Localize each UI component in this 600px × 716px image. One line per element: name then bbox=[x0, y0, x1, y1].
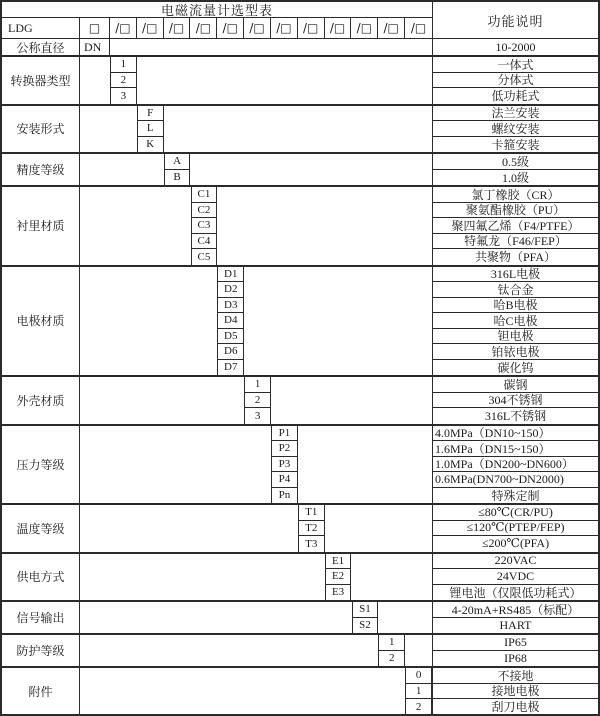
group-label-power-supply: 供电方式 bbox=[2, 554, 80, 601]
model-code-box: /□ bbox=[190, 18, 217, 38]
code-cell: B bbox=[173, 171, 181, 184]
code-cell: T2 bbox=[299, 521, 324, 537]
desc-cell: 1.0MPa（DN200~DN600） bbox=[433, 457, 598, 473]
desc-cell: 特氟龙（F46/FEP） bbox=[433, 234, 598, 250]
code-cell: 2 bbox=[111, 73, 136, 89]
desc-cell: 铂铱电极 bbox=[433, 344, 598, 360]
desc-cell: 316L不锈钢 bbox=[484, 409, 547, 424]
desc-cell: 0.6MPa(DN700~DN2000) bbox=[433, 472, 598, 488]
group-label-electrode-material: 电极材质 bbox=[2, 267, 80, 376]
code-cell: C4 bbox=[192, 234, 217, 250]
code-cell: Pn bbox=[278, 489, 291, 502]
group-label-accuracy-class: 精度等级 bbox=[2, 154, 80, 185]
code-cell: S2 bbox=[359, 619, 371, 632]
desc-cell: 316L电极 bbox=[433, 267, 598, 283]
code-cell: K bbox=[146, 138, 155, 151]
code-cell: E1 bbox=[326, 554, 351, 570]
desc-cell: 10-2000 bbox=[495, 39, 536, 54]
function-column-header: 功能说明 bbox=[433, 2, 598, 39]
model-code-box: /□ bbox=[137, 18, 164, 38]
group-protection-rating bbox=[2, 633, 598, 666]
model-code-box: /□ bbox=[164, 18, 191, 38]
diameter-row bbox=[2, 39, 432, 55]
code-cell: 1 bbox=[111, 57, 136, 73]
code-cell: D5 bbox=[218, 329, 243, 345]
desc-cell: 1.0级 bbox=[501, 170, 529, 185]
code-cell: 1 bbox=[379, 635, 404, 651]
group-label-install-form: 安装形式 bbox=[2, 106, 80, 153]
model-code-box: □ bbox=[80, 18, 110, 38]
desc-cell: 哈C电极 bbox=[433, 313, 598, 329]
code-cell: P2 bbox=[272, 441, 297, 457]
model-code-box: /□ bbox=[325, 18, 352, 38]
group-housing-material bbox=[2, 375, 598, 424]
code-cell: S1 bbox=[353, 602, 378, 618]
desc-cell: 碳钢 bbox=[433, 377, 598, 393]
code-cell: E2 bbox=[326, 569, 351, 585]
group-power-supply bbox=[2, 552, 598, 601]
code-cell: E3 bbox=[331, 586, 345, 599]
group-install-form bbox=[2, 104, 598, 153]
code-cell: D4 bbox=[218, 313, 243, 329]
group-lining-material bbox=[2, 185, 598, 265]
desc-cell: 刮刀电极 bbox=[491, 700, 540, 715]
desc-cell: IP68 bbox=[504, 650, 527, 665]
desc-cell: 聚氨酯橡胶（PU） bbox=[433, 203, 598, 219]
desc-cell: 分体式 bbox=[433, 73, 598, 89]
table-title: 电磁流量计选型表 bbox=[2, 2, 432, 18]
code-cell: C5 bbox=[197, 250, 211, 263]
model-code-box: /□ bbox=[271, 18, 298, 38]
desc-cell: 卡箍安装 bbox=[491, 137, 540, 152]
code-cell: F bbox=[138, 106, 163, 122]
group-converter-type bbox=[2, 55, 598, 104]
code-cell: D7 bbox=[224, 361, 238, 374]
desc-cell: 特殊定制 bbox=[491, 488, 540, 503]
desc-cell: 4-20mA+RS485（标配） bbox=[433, 602, 598, 618]
desc-cell: 锂电池（仅限低功耗式） bbox=[449, 585, 582, 600]
model-code-box: /□ bbox=[351, 18, 378, 38]
code-cell: 1 bbox=[406, 684, 431, 700]
code-cell: P1 bbox=[272, 426, 297, 442]
desc-cell: 碳化钨 bbox=[497, 360, 534, 375]
group-label-housing-material: 外壳材质 bbox=[2, 377, 80, 424]
code-cell: D2 bbox=[218, 282, 243, 298]
desc-cell: 不接地 bbox=[433, 668, 598, 684]
code-cell: D3 bbox=[218, 298, 243, 314]
code-cell: P3 bbox=[272, 457, 297, 473]
desc-cell: ≤80℃(CR/PU) bbox=[433, 505, 598, 521]
desc-cell: 共聚物（PFA） bbox=[474, 250, 557, 265]
desc-cell: 螺纹安装 bbox=[433, 121, 598, 137]
code-cell: 0 bbox=[406, 668, 431, 684]
code-cell: C1 bbox=[192, 187, 217, 203]
code-cell: 3 bbox=[120, 89, 127, 102]
code-cell: 2 bbox=[388, 652, 395, 665]
desc-cell: 接地电极 bbox=[433, 684, 598, 700]
code-cell: C3 bbox=[192, 218, 217, 234]
desc-cell: 钽电极 bbox=[433, 329, 598, 345]
desc-cell: 低功耗式 bbox=[491, 89, 540, 104]
code-cell: 1 bbox=[245, 377, 270, 393]
group-temperature-rating bbox=[2, 503, 598, 552]
group-label-protection-rating: 防护等级 bbox=[2, 635, 80, 666]
desc-cell: ≤200℃(PFA) bbox=[481, 536, 550, 551]
code-cell: D1 bbox=[218, 267, 243, 283]
code-cell: 2 bbox=[415, 700, 422, 713]
code-cell: D6 bbox=[218, 344, 243, 360]
desc-cell: 法兰安装 bbox=[433, 106, 598, 122]
group-accessories bbox=[2, 666, 598, 715]
code-cell: P4 bbox=[272, 472, 297, 488]
desc-cell: 聚四氟乙烯（F4/PTFE） bbox=[433, 218, 598, 234]
group-label-signal-output: 信号输出 bbox=[2, 602, 80, 633]
code-cell: 3 bbox=[254, 409, 261, 422]
desc-cell: 哈B电极 bbox=[433, 298, 598, 314]
group-label-accessories: 附件 bbox=[2, 668, 80, 715]
model-code-box: /□ bbox=[410, 21, 427, 35]
desc-cell: 220VAC bbox=[433, 554, 598, 570]
desc-cell: HART bbox=[499, 617, 532, 632]
code-cell: T3 bbox=[305, 537, 318, 550]
model-code-box: /□ bbox=[378, 18, 405, 38]
group-signal-output bbox=[2, 600, 598, 633]
desc-cell: 304不锈钢 bbox=[433, 393, 598, 409]
code-cell: 2 bbox=[245, 393, 270, 409]
desc-cell: 1.6MPa（DN15~150） bbox=[433, 441, 598, 457]
table-header bbox=[2, 2, 598, 55]
group-label-nominal-diameter: 公称直径 bbox=[2, 39, 80, 55]
model-code-box: /□ bbox=[110, 18, 137, 38]
code-cell: A bbox=[165, 154, 190, 170]
desc-cell: 钛合金 bbox=[433, 282, 598, 298]
code-cell: DN bbox=[80, 39, 110, 55]
model-code-box: /□ bbox=[217, 18, 244, 38]
code-cell: C2 bbox=[192, 203, 217, 219]
desc-cell: 0.5级 bbox=[433, 154, 598, 170]
desc-cell: ≤120℃(PTEP/FEP) bbox=[433, 521, 598, 537]
model-code-row bbox=[2, 18, 432, 39]
group-label-temperature-rating: 温度等级 bbox=[2, 505, 80, 552]
desc-cell: IP65 bbox=[433, 635, 598, 651]
desc-cell: 一体式 bbox=[433, 57, 598, 73]
model-code-box: /□ bbox=[244, 18, 271, 38]
desc-cell: 4.0MPa（DN10~150） bbox=[433, 426, 598, 442]
group-label-pressure-rating: 压力等级 bbox=[2, 426, 80, 504]
group-accuracy-class bbox=[2, 152, 598, 185]
model-code-box: /□ bbox=[298, 18, 325, 38]
desc-cell: 氯丁橡胶（CR） bbox=[433, 187, 598, 203]
code-cell: T1 bbox=[299, 505, 324, 521]
group-label-lining-material: 衬里材质 bbox=[2, 187, 80, 265]
model-prefix: LDG bbox=[2, 18, 80, 38]
group-label-converter-type: 转换器类型 bbox=[2, 57, 80, 104]
group-pressure-rating bbox=[2, 424, 598, 504]
desc-cell: 24VDC bbox=[433, 569, 598, 585]
code-cell: L bbox=[138, 121, 163, 137]
group-electrode-material bbox=[2, 265, 598, 376]
